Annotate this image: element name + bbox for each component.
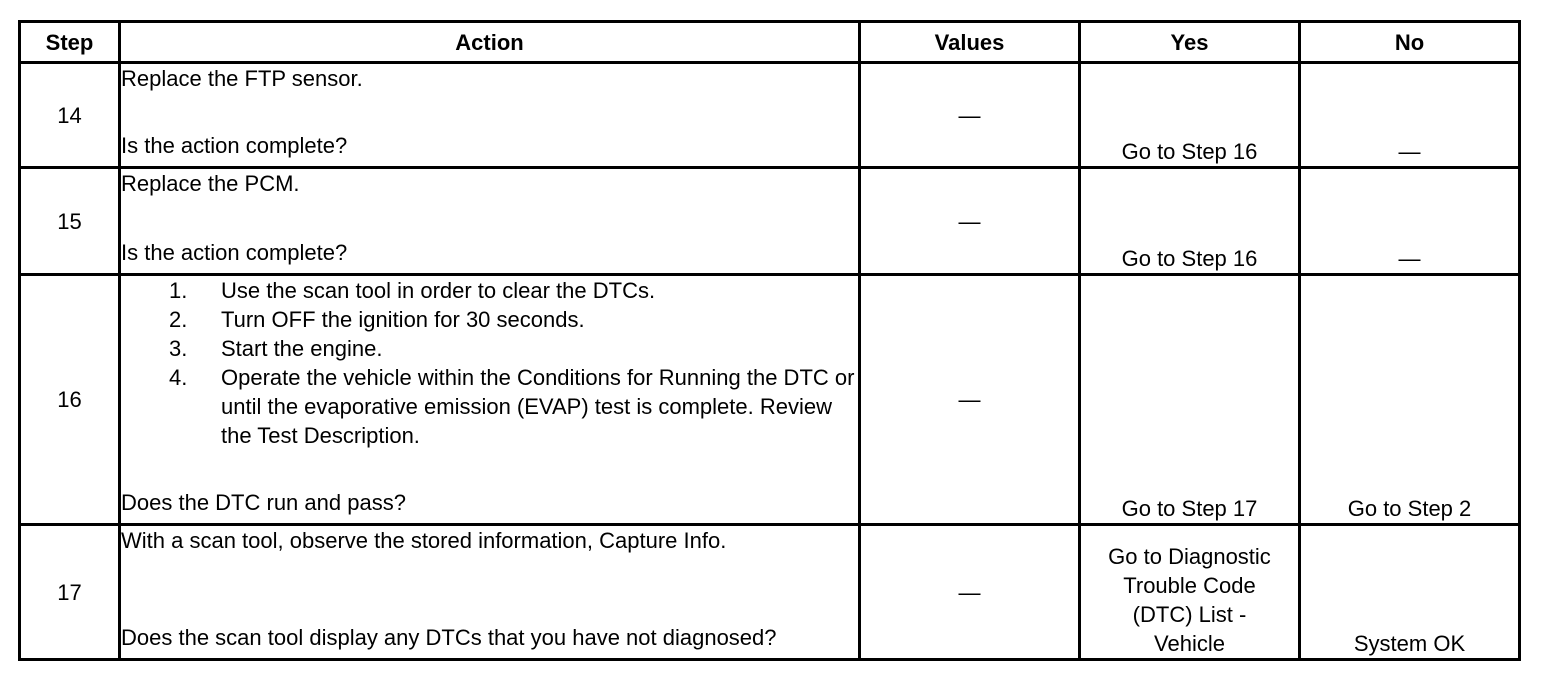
- action-question: Does the scan tool display any DTCs that you have not diagnosed?: [121, 625, 777, 650]
- header-action: Action: [120, 22, 860, 63]
- action-cell: [120, 525, 860, 660]
- list-item: [169, 363, 858, 450]
- values-cell: [860, 63, 1080, 168]
- values-dash: —: [958, 102, 981, 128]
- table-row: [20, 525, 1520, 660]
- list-item-text: Start the engine.: [221, 336, 383, 361]
- action-text: Replace the PCM.: [121, 171, 300, 196]
- action-question: Is the action complete?: [121, 240, 348, 265]
- action-text: Replace the FTP sensor.: [121, 66, 363, 91]
- list-item-number: 1.: [169, 278, 188, 303]
- list-item-text: Turn OFF the ignition for 30 seconds.: [221, 307, 585, 332]
- no-cell: Go to Step 2: [1300, 275, 1520, 525]
- no-cell: —: [1300, 63, 1520, 168]
- yes-cell: Go to Step 17: [1080, 275, 1300, 525]
- yes-line: Go to Diagnostic: [1108, 544, 1271, 569]
- values-dash: —: [958, 387, 981, 412]
- list-item-text: Use the scan tool in order to clear the DTCs.: [221, 278, 656, 303]
- action-cell: [120, 63, 860, 168]
- header-values: Values: [860, 22, 1080, 63]
- action-step-list: [121, 276, 858, 450]
- values-dash: —: [958, 579, 981, 605]
- no-cell: System OK: [1300, 525, 1520, 660]
- values-cell: [860, 168, 1080, 275]
- action-question: Does the DTC run and pass?: [121, 490, 406, 515]
- table-row: [20, 275, 1520, 525]
- yes-cell: Go to Step 16: [1080, 168, 1300, 275]
- header-yes: Yes: [1080, 22, 1300, 63]
- values-cell: [860, 275, 1080, 525]
- header-no: No: [1300, 22, 1520, 63]
- yes-line: (DTC) List -: [1132, 602, 1247, 627]
- list-item: [169, 276, 858, 305]
- step-number: 14: [20, 63, 120, 168]
- header-step: Step: [20, 22, 120, 63]
- list-item: [169, 305, 858, 334]
- action-cell: [120, 275, 860, 525]
- values-dash: —: [958, 208, 981, 234]
- table-header-row: [20, 22, 1520, 63]
- yes-line: Trouble Code: [1123, 573, 1256, 598]
- diagnostic-table: [18, 20, 1521, 661]
- step-number: 16: [20, 275, 120, 525]
- step-number: 15: [20, 168, 120, 275]
- list-item-text: Operate the vehicle within the Conditions for Running the DTC or until the evaporative emission (EVAP) test is complete. Review the Test Description.: [221, 365, 855, 448]
- yes-cell: Go to Step 16: [1080, 63, 1300, 168]
- list-item-number: 4.: [169, 365, 188, 390]
- no-cell: —: [1300, 168, 1520, 275]
- action-text: With a scan tool, observe the stored information, Capture Info.: [121, 528, 727, 553]
- action-cell: [120, 168, 860, 275]
- action-question: Is the action complete?: [121, 133, 348, 158]
- list-item: [169, 334, 858, 363]
- yes-cell: [1080, 525, 1300, 660]
- table-row: [20, 168, 1520, 275]
- list-item-number: 3.: [169, 336, 188, 361]
- list-item-number: 2.: [169, 307, 188, 332]
- yes-line: Vehicle: [1154, 631, 1225, 656]
- step-number: 17: [20, 525, 120, 660]
- table-row: [20, 63, 1520, 168]
- values-cell: [860, 525, 1080, 660]
